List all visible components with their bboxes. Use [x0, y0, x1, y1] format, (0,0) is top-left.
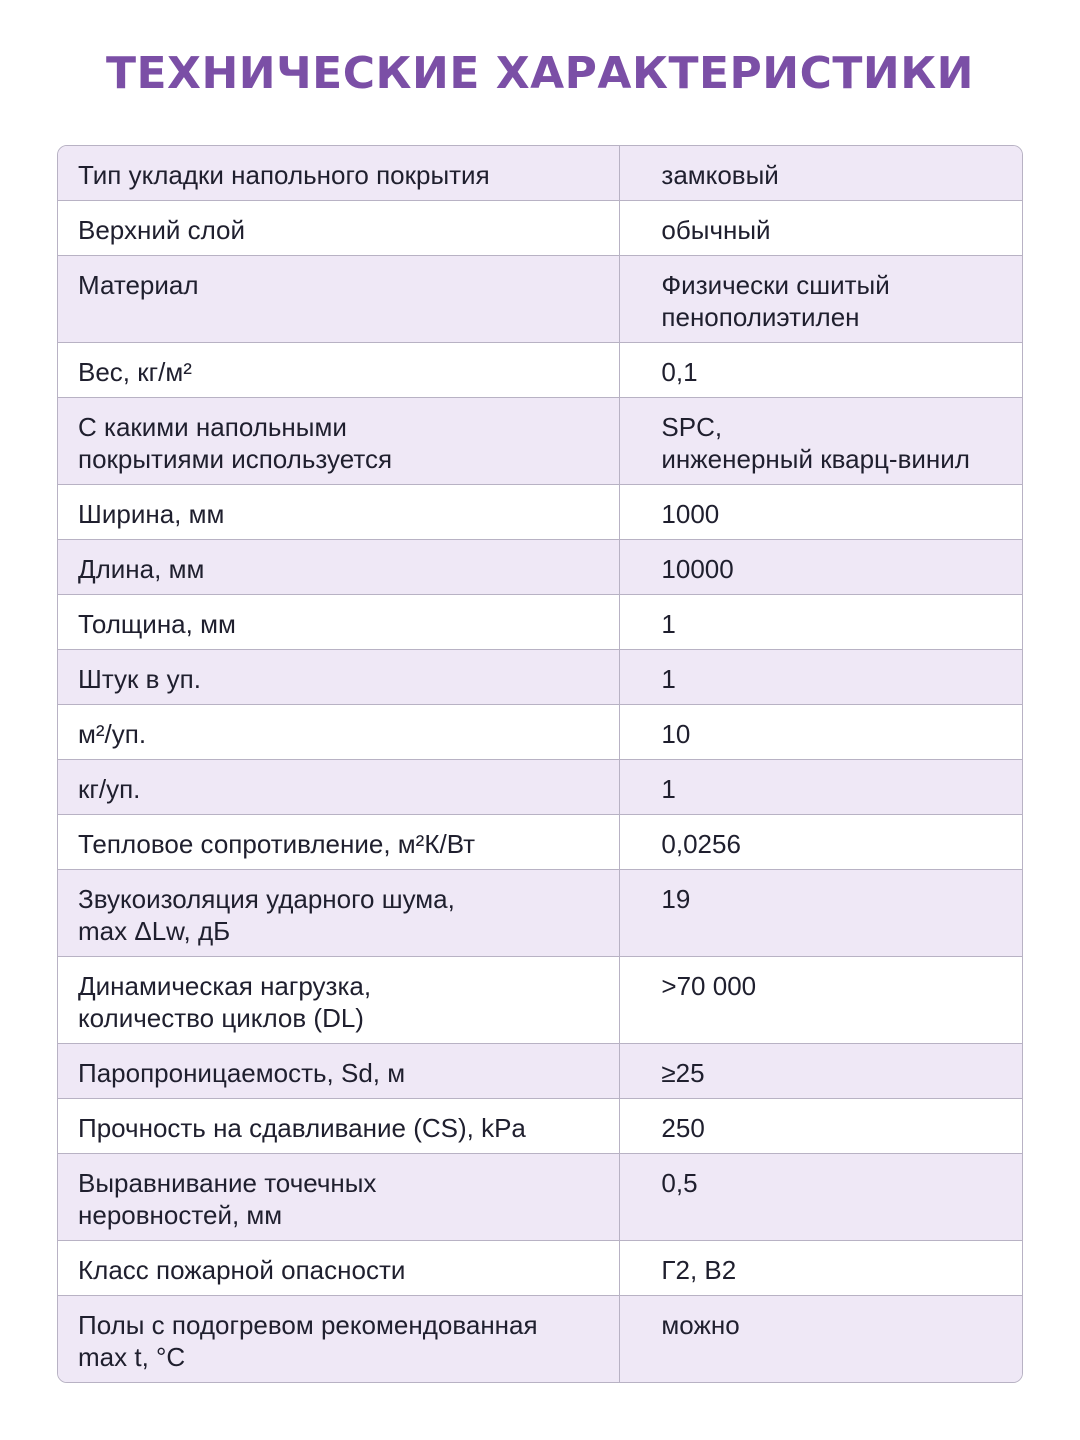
row-label: Класс пожарной опасности — [58, 1241, 620, 1295]
row-label: Полы с подогревом рекомендованная max t, °С — [58, 1296, 620, 1382]
row-label: Тип укладки напольного покрытия — [58, 146, 620, 200]
row-value: 19 — [661, 884, 691, 914]
row-value: 1000 — [661, 499, 720, 529]
table-row — [58, 397, 1022, 484]
row-value: обычный — [661, 215, 771, 245]
row-value: 0,0256 — [661, 829, 741, 859]
row-value: >70 000 — [661, 971, 757, 1001]
row-label: Толщина, мм — [58, 595, 620, 649]
row-value: SPC, инженерный кварц-винил — [661, 412, 970, 474]
row-value: 250 — [661, 1113, 705, 1143]
table-row — [58, 146, 1022, 200]
row-label: Ширина, мм — [58, 485, 620, 539]
table-row — [58, 869, 1022, 956]
row-label: Вес, кг/м² — [58, 343, 620, 397]
row-label: Динамическая нагрузка, количество циклов (DL) — [58, 957, 620, 1043]
row-value: 1 — [661, 774, 676, 804]
table-row — [58, 342, 1022, 397]
row-value: 1 — [661, 609, 676, 639]
row-label: Материал — [58, 256, 620, 342]
table-row — [58, 594, 1022, 649]
row-label: Верхний слой — [58, 201, 620, 255]
row-label: С какими напольными покрытиями используется — [58, 398, 620, 484]
row-label: Звукоизоляция ударного шума, max ΔLw, дБ — [58, 870, 620, 956]
table-row — [58, 649, 1022, 704]
row-value: Г2, В2 — [661, 1255, 737, 1285]
table-row — [58, 539, 1022, 594]
row-value: можно — [661, 1310, 740, 1340]
row-label: Выравнивание точечных неровностей, мм — [58, 1154, 620, 1240]
row-label: Тепловое сопротивление, м²К/Вт — [58, 815, 620, 869]
row-label: Штук в уп. — [58, 650, 620, 704]
table-row — [58, 956, 1022, 1043]
row-value: 1 — [661, 664, 676, 694]
row-value: замковый — [661, 160, 779, 190]
spec-table — [57, 145, 1023, 1383]
row-value: 0,1 — [661, 357, 698, 387]
table-row — [58, 1098, 1022, 1153]
table-row — [58, 1153, 1022, 1240]
table-row — [58, 1295, 1022, 1382]
row-label: Прочность на сдавливание (CS), kPa — [58, 1099, 620, 1153]
table-row — [58, 759, 1022, 814]
table-row — [58, 200, 1022, 255]
row-label: м²/уп. — [58, 705, 620, 759]
row-value: 10000 — [661, 554, 734, 584]
row-value: 0,5 — [661, 1168, 698, 1198]
table-row — [58, 704, 1022, 759]
table-row — [58, 255, 1022, 342]
row-label: Паропроницаемость, Sd, м — [58, 1044, 620, 1098]
row-label: Длина, мм — [58, 540, 620, 594]
row-value: ≥25 — [661, 1058, 705, 1088]
row-value: Физически сшитый пенополиэтилен — [661, 270, 890, 332]
row-label: кг/уп. — [58, 760, 620, 814]
table-row — [58, 484, 1022, 539]
row-value: 10 — [661, 719, 691, 749]
table-row — [58, 1240, 1022, 1295]
table-row — [58, 814, 1022, 869]
table-row — [58, 1043, 1022, 1098]
page-title: ТЕХНИЧЕСКИЕ ХАРАКТЕРИСТИКИ — [105, 48, 974, 99]
